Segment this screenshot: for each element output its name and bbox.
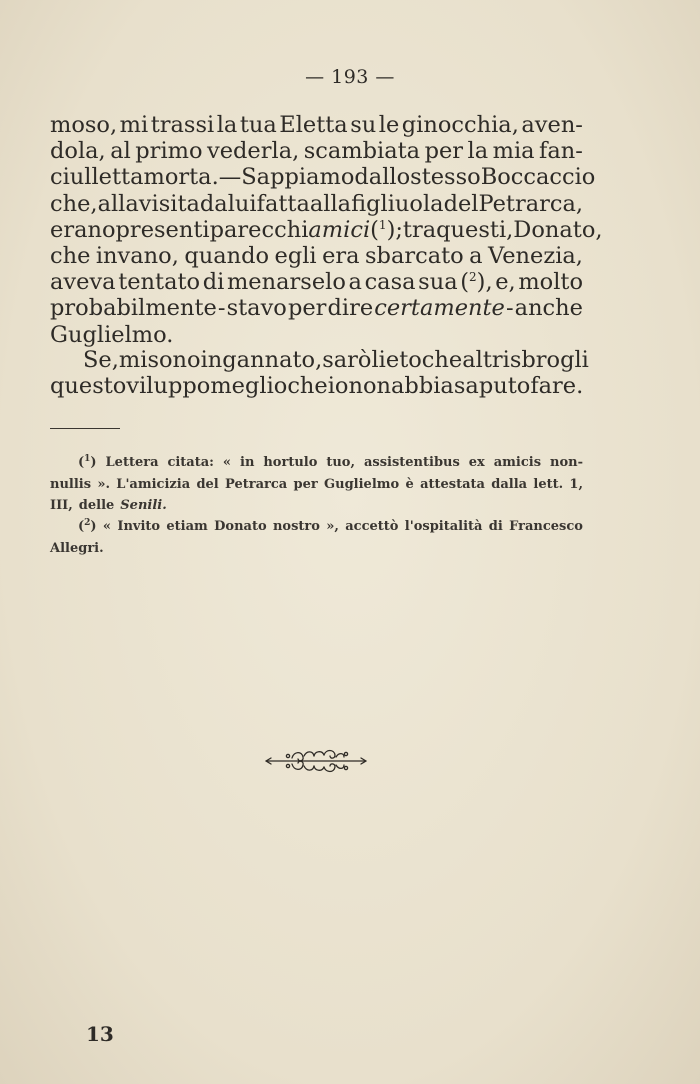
footnote-line: III, delle Senili. bbox=[50, 498, 167, 513]
paragraph-2 bbox=[50, 347, 589, 400]
footnote-line: Allegri. bbox=[50, 540, 104, 556]
text-line: Se, mi sono ingannato, sarò lieto che altri sbrogli bbox=[83, 347, 589, 373]
text-line: aveva tentato di menarselo a casa sua ($^2$), e, molto bbox=[50, 269, 583, 296]
text-line: ciulletta morta. — Sappiamo dallo stesso Boccaccio bbox=[50, 164, 596, 191]
footnote-line: nullis ». L'amicizia del Petrarca per Guglielmo è attestata dalla lett. 1, bbox=[50, 476, 583, 492]
text-line: probabilmente - stavo per dire certamente - anche bbox=[50, 295, 583, 322]
page-number: — 193 — bbox=[305, 66, 395, 88]
text-line: moso, mi trassi la tua Eletta su le ginocchia, aven- bbox=[50, 112, 583, 138]
text-line: che, alla visita da lui fatta alla figliuola del Petrarca, bbox=[50, 190, 584, 217]
footnote-line: ($^1$) Lettera citata: « in hortulo tuo, assistentibus ex amicis non- bbox=[78, 454, 583, 470]
text-line: Guglielmo. bbox=[50, 321, 174, 348]
text-line: erano presenti parecchi amici ($^1$); tra questi, Donato, bbox=[50, 216, 603, 243]
footnote-1 bbox=[50, 452, 583, 517]
footnote-separator bbox=[50, 428, 120, 429]
text-line: questo viluppo meglio che io non abbia saputo fare. bbox=[50, 373, 584, 400]
footnote-2 bbox=[50, 516, 583, 559]
paragraph-1 bbox=[50, 112, 603, 348]
ornamental-flourish-icon bbox=[262, 744, 370, 778]
signature-mark: 13 bbox=[86, 1022, 114, 1046]
footnote-line: ($^2$) « Invito etiam Donato nostro », accettò l'ospitalità di Francesco bbox=[78, 518, 583, 534]
text-line: dola, al primo vederla, scambiata per la mia fan- bbox=[50, 138, 583, 165]
text-line: che invano, quando egli era sbarcato a Venezia, bbox=[50, 242, 583, 269]
